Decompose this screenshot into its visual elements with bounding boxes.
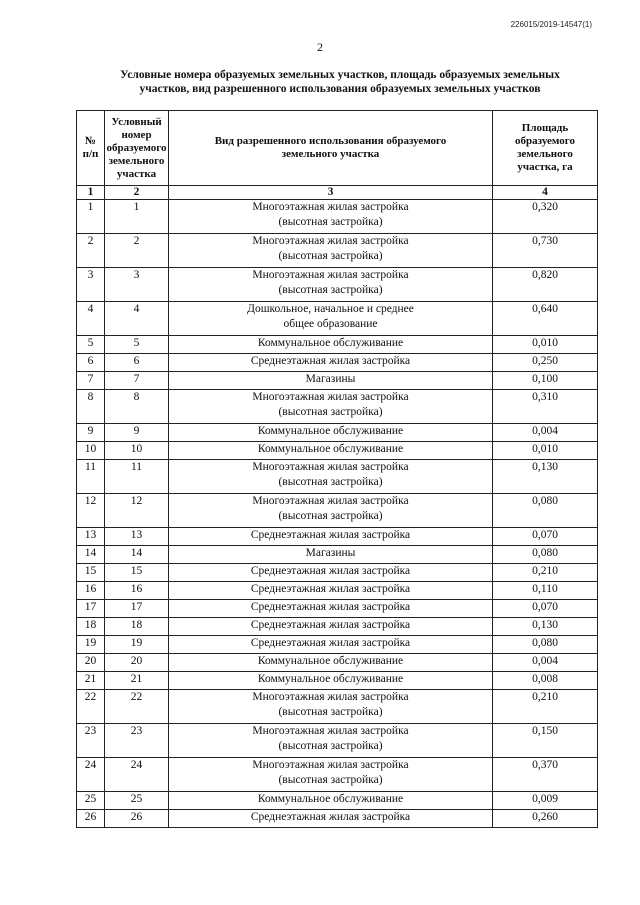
row-permitted-use [169,690,493,724]
table-row [77,302,598,336]
row-conditional-number: 1 [105,200,169,234]
row-conditional-number: 16 [105,582,169,600]
row-area: 0,370 [493,758,598,792]
row-number: 14 [77,546,105,564]
column-index-4: 4 [493,186,598,200]
row-conditional-number: 2 [105,234,169,268]
row-number: 19 [77,636,105,654]
permitted-use-line: Многоэтажная жилая застройка [252,725,409,737]
row-conditional-number: 10 [105,442,169,460]
table-row [77,200,598,234]
row-conditional-number: 22 [105,690,169,724]
permitted-use-line: Среднеэтажная жилая застройка [250,637,411,649]
row-conditional-number: 4 [105,302,169,336]
row-number: 23 [77,724,105,758]
row-conditional-number: 24 [105,758,169,792]
header-cond-line-3: образуемого [106,141,167,154]
row-conditional-number: 20 [105,654,169,672]
header-cond-line-4: земельного [108,154,165,167]
row-number: 6 [77,354,105,372]
row-number: 12 [77,494,105,528]
permitted-use-line: Многоэтажная жилая застройка [252,759,409,771]
row-conditional-number: 18 [105,618,169,636]
table-header-row [77,111,598,186]
table-row [77,758,598,792]
row-permitted-use [169,724,493,758]
header-use-line-1: Вид разрешенного использования образуемого [214,135,447,147]
row-permitted-use [169,424,493,442]
permitted-use-line: Дошкольное, начальное и среднее [247,303,414,315]
row-area: 0,210 [493,690,598,724]
row-area: 0,004 [493,654,598,672]
page-number: 2 [317,40,323,54]
row-conditional-number: 8 [105,390,169,424]
permitted-use-line: Среднеэтажная жилая застройка [250,529,411,541]
permitted-use-line: Коммунальное обслуживание [257,443,404,455]
header-area-line-4: участка, га [517,161,573,173]
row-permitted-use [169,654,493,672]
row-area: 0,310 [493,390,598,424]
table-row [77,528,598,546]
permitted-use-line: (высотная застройка) [278,706,383,718]
row-number: 16 [77,582,105,600]
permitted-use-line: Многоэтажная жилая застройка [252,235,409,247]
row-number: 3 [77,268,105,302]
permitted-use-line: Многоэтажная жилая застройка [252,391,409,403]
row-number: 20 [77,654,105,672]
permitted-use-line: Среднеэтажная жилая застройка [250,355,411,367]
row-area: 0,110 [493,582,598,600]
permitted-use-line: Многоэтажная жилая застройка [252,691,409,703]
permitted-use-line: Среднеэтажная жилая застройка [250,619,411,631]
row-conditional-number: 15 [105,564,169,582]
row-permitted-use [169,268,493,302]
row-area: 0,080 [493,546,598,564]
row-area: 0,080 [493,636,598,654]
title-line-2: участков, вид разрешенного использования образуемых земельных участков [139,83,541,95]
header-conditional-number [105,111,169,186]
row-permitted-use [169,460,493,494]
permitted-use-line: Среднеэтажная жилая застройка [250,583,411,595]
table-row [77,636,598,654]
permitted-use-line: Многоэтажная жилая застройка [252,495,409,507]
header-use-line-2: земельного участка [281,148,380,160]
table-row [77,372,598,390]
row-area: 0,070 [493,600,598,618]
row-permitted-use [169,336,493,354]
row-conditional-number: 9 [105,424,169,442]
permitted-use-line: (высотная застройка) [278,284,383,296]
row-area: 0,100 [493,372,598,390]
row-area: 0,820 [493,268,598,302]
table-row [77,460,598,494]
table-row [77,672,598,690]
row-number: 2 [77,234,105,268]
table-row [77,234,598,268]
row-permitted-use [169,234,493,268]
permitted-use-line: Многоэтажная жилая застройка [252,269,409,281]
header-number-line-2: п/п [82,148,99,160]
table-row [77,654,598,672]
header-area [493,111,598,186]
row-permitted-use [169,372,493,390]
table-row [77,494,598,528]
table-row [77,792,598,810]
column-index-1: 1 [77,186,105,200]
row-number: 18 [77,618,105,636]
row-area: 0,260 [493,810,598,828]
row-permitted-use [169,618,493,636]
permitted-use-line: Коммунальное обслуживание [257,793,404,805]
column-index-row [77,186,598,200]
row-conditional-number: 17 [105,600,169,618]
row-area: 0,010 [493,442,598,460]
table-row [77,690,598,724]
permitted-use-line: Коммунальное обслуживание [257,425,404,437]
permitted-use-line: Многоэтажная жилая застройка [252,461,409,473]
permitted-use-line: Коммунальное обслуживание [257,337,404,349]
permitted-use-line: (высотная застройка) [278,510,383,522]
row-area: 0,008 [493,672,598,690]
row-area: 0,010 [493,336,598,354]
header-area-line-2: образуемого [515,135,575,147]
row-conditional-number: 19 [105,636,169,654]
row-area: 0,730 [493,234,598,268]
permitted-use-line: Магазины [305,547,356,559]
title-line-1: Условные номера образуемых земельных участков, площадь образуемых земельных [120,69,560,81]
header-cond-line-1: Условный [111,115,162,128]
document-id: 226015/2019-14547(1) [510,20,592,29]
permitted-use-line: Среднеэтажная жилая застройка [250,601,411,613]
row-area: 0,004 [493,424,598,442]
row-area: 0,130 [493,618,598,636]
row-conditional-number: 12 [105,494,169,528]
table-row [77,354,598,372]
row-number: 5 [77,336,105,354]
row-permitted-use [169,792,493,810]
table-row [77,442,598,460]
row-permitted-use [169,546,493,564]
row-permitted-use [169,390,493,424]
row-permitted-use [169,564,493,582]
page-title [70,68,610,96]
row-area: 0,009 [493,792,598,810]
row-area: 0,080 [493,494,598,528]
row-number: 22 [77,690,105,724]
header-permitted-use [169,111,493,186]
row-number: 8 [77,390,105,424]
row-permitted-use [169,354,493,372]
header-cond-line-5: участка [116,167,157,180]
row-number: 24 [77,758,105,792]
header-area-line-3: земельного [517,148,573,160]
row-conditional-number: 21 [105,672,169,690]
row-permitted-use [169,600,493,618]
permitted-use-line: (высотная застройка) [278,774,383,786]
row-conditional-number: 25 [105,792,169,810]
row-permitted-use [169,810,493,828]
row-permitted-use [169,582,493,600]
row-permitted-use [169,442,493,460]
row-permitted-use [169,758,493,792]
row-conditional-number: 14 [105,546,169,564]
row-area: 0,640 [493,302,598,336]
header-cond-line-2: номер [121,128,152,141]
row-conditional-number: 5 [105,336,169,354]
permitted-use-line: (высотная застройка) [278,476,383,488]
row-conditional-number: 6 [105,354,169,372]
land-plots-table [76,110,598,828]
row-conditional-number: 3 [105,268,169,302]
row-number: 17 [77,600,105,618]
table-row [77,546,598,564]
permitted-use-line: Коммунальное обслуживание [257,655,404,667]
row-number: 25 [77,792,105,810]
row-permitted-use [169,494,493,528]
column-index-3: 3 [169,186,493,200]
row-number: 26 [77,810,105,828]
table-row [77,810,598,828]
row-conditional-number: 26 [105,810,169,828]
permitted-use-line: Среднеэтажная жилая застройка [250,811,411,823]
row-permitted-use [169,636,493,654]
row-conditional-number: 11 [105,460,169,494]
row-number: 4 [77,302,105,336]
permitted-use-line: (высотная застройка) [278,406,383,418]
table-row [77,724,598,758]
row-number: 9 [77,424,105,442]
row-area: 0,070 [493,528,598,546]
permitted-use-line: (высотная застройка) [278,740,383,752]
header-area-line-1: Площадь [521,122,569,134]
header-number-line-1: № [84,135,97,147]
permitted-use-line: Многоэтажная жилая застройка [252,201,409,213]
permitted-use-line: общее образование [283,318,378,330]
row-number: 1 [77,200,105,234]
row-number: 13 [77,528,105,546]
column-index-2: 2 [105,186,169,200]
row-conditional-number: 7 [105,372,169,390]
table-row [77,600,598,618]
row-permitted-use [169,672,493,690]
table-row [77,390,598,424]
table-row [77,268,598,302]
row-permitted-use [169,528,493,546]
table-row [77,618,598,636]
row-number: 21 [77,672,105,690]
row-area: 0,150 [493,724,598,758]
row-number: 7 [77,372,105,390]
row-conditional-number: 23 [105,724,169,758]
row-area: 0,130 [493,460,598,494]
table-body [77,200,598,828]
table-row [77,564,598,582]
header-number [77,111,105,186]
row-number: 11 [77,460,105,494]
permitted-use-line: Среднеэтажная жилая застройка [250,565,411,577]
row-area: 0,320 [493,200,598,234]
row-permitted-use [169,302,493,336]
row-number: 10 [77,442,105,460]
table-row [77,424,598,442]
permitted-use-line: Коммунальное обслуживание [257,673,404,685]
row-area: 0,250 [493,354,598,372]
permitted-use-line: (высотная застройка) [278,250,383,262]
row-conditional-number: 13 [105,528,169,546]
permitted-use-line: (высотная застройка) [278,216,383,228]
row-area: 0,210 [493,564,598,582]
row-permitted-use [169,200,493,234]
row-number: 15 [77,564,105,582]
table-row [77,582,598,600]
permitted-use-line: Магазины [305,373,356,385]
table-row [77,336,598,354]
